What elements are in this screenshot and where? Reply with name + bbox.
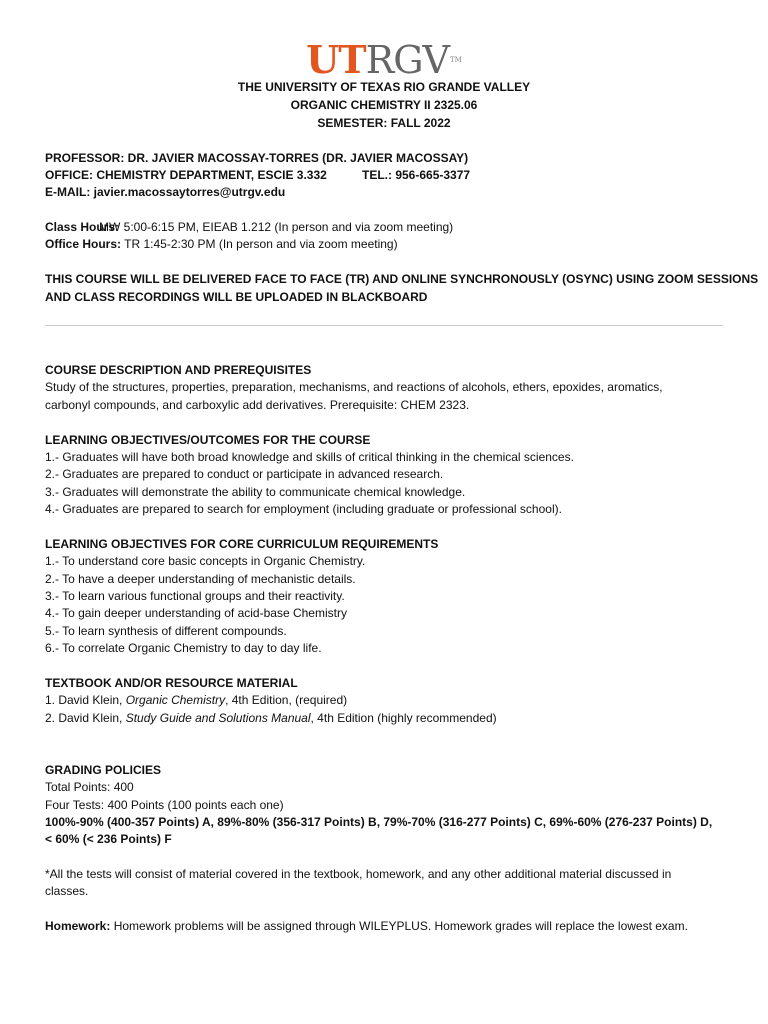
- grading-heading: GRADING POLICIES: [45, 763, 162, 777]
- outcomes-heading: LEARNING OBJECTIVES/OUTCOMES FOR THE COURSE: [45, 433, 371, 447]
- outcome-item: 4.- Graduates are prepared to search for employment (including graduate or professional school).: [45, 502, 562, 516]
- grading-tests: Four Tests: 400 Points (100 points each one): [45, 798, 284, 812]
- outcome-item: 1.- Graduates will have both broad knowledge and skills of critical thinking in the chemical sciences.: [45, 450, 574, 464]
- homework-label: Homework:: [45, 919, 111, 933]
- professor-line: PROFESSOR: DR. JAVIER MACOSSAY-TORRES (DR. JAVIER MACOSSAY): [45, 151, 469, 165]
- grading-scale-line1: 100%-90% (400-357 Points) A, 89%-80% (356-317 Points) B, 79%-70% (316-277 Points) C, 69%-60% (276-237 Points) D,: [45, 815, 713, 829]
- class-hours-label: Class Hours:: [45, 220, 120, 234]
- office-line: OFFICE: CHEMISTRY DEPARTMENT, ESCIE 3.332: [45, 168, 327, 182]
- tests-note-line2: classes.: [45, 884, 89, 898]
- outcome-item: 3.- Graduates will demonstrate the ability to communicate chemical knowledge.: [45, 485, 466, 499]
- book2-author: 2. David Klein,: [45, 711, 126, 725]
- grading-total: Total Points: 400: [45, 780, 134, 794]
- phone-line: TEL.: 956-665-3377: [362, 168, 471, 182]
- description-line1: Study of the structures, properties, preparation, mechanisms, and reactions of alcohols, ethers, epoxides, aromatics,: [45, 380, 663, 394]
- class-hours-value: MW 5:00-6:15 PM, EIEAB 1.212 (In person and via zoom meeting): [99, 220, 454, 234]
- class-hours-line: [45, 220, 453, 234]
- tests-note-line1: *All the tests will consist of material covered in the textbook, homework, and any other additional material discussed in: [45, 867, 672, 881]
- delivery-note-line1: THIS COURSE WILL BE DELIVERED FACE TO FACE (TR) AND ONLINE SYNCHRONOUSLY (OSYNC) USING ZOOM SESSIONS: [45, 272, 759, 286]
- logo-rgv: RGV: [365, 38, 449, 82]
- utrgv-logo: [0, 37, 768, 82]
- description-line2: carbonyl compounds, and carboxylic add derivatives. Prerequisite: CHEM 2323.: [45, 398, 470, 412]
- core-item: 4.- To gain deeper understanding of acid-base Chemistry: [45, 606, 347, 620]
- core-heading: LEARNING OBJECTIVES FOR CORE CURRICULUM REQUIREMENTS: [45, 537, 439, 551]
- office-hours-line: [45, 237, 398, 251]
- office-hours-value: TR 1:45-2:30 PM (In person and via zoom meeting): [124, 237, 398, 251]
- section-divider: [45, 325, 723, 326]
- book1-title: Organic Chemistry: [125, 693, 226, 707]
- semester-title: SEMESTER: FALL 2022: [317, 116, 451, 130]
- core-item: 3.- To learn various functional groups and their reactivity.: [45, 589, 345, 603]
- textbook-heading: TEXTBOOK AND/OR RESOURCE MATERIAL: [45, 676, 298, 690]
- core-item: 2.- To have a deeper understanding of mechanistic details.: [45, 572, 356, 586]
- core-item: 1.- To understand core basic concepts in Organic Chemistry.: [45, 554, 366, 568]
- outcome-item: 2.- Graduates are prepared to conduct or participate in advanced research.: [45, 467, 444, 481]
- homework-line: [45, 919, 688, 933]
- course-title: ORGANIC CHEMISTRY II 2325.06: [290, 98, 478, 112]
- office-hours-label: Office Hours:: [45, 237, 122, 251]
- core-item: 6.- To correlate Organic Chemistry to day to day life.: [45, 641, 322, 655]
- grading-scale-line2: < 60% (< 236 Points) F: [45, 832, 172, 846]
- email-line: E-MAIL: javier.macossaytorres@utrgv.edu: [45, 185, 286, 199]
- logo-ut: UT: [306, 37, 366, 82]
- core-item: 5.- To learn synthesis of different compounds.: [45, 624, 287, 638]
- description-heading: COURSE DESCRIPTION AND PREREQUISITES: [45, 363, 312, 377]
- book1-author: 1. David Klein,: [45, 693, 126, 707]
- delivery-note-line2: AND CLASS RECORDINGS WILL BE UPLOADED IN BLACKBOARD: [45, 290, 428, 304]
- book2-title: Study Guide and Solutions Manual: [125, 711, 311, 725]
- book2-edition: , 4th Edition (highly recommended): [310, 711, 497, 725]
- logo-trademark: TM: [450, 56, 462, 64]
- textbook-item-2: [45, 711, 497, 725]
- book1-edition: , 4th Edition, (required): [225, 693, 348, 707]
- homework-text: Homework problems will be assigned through WILEYPLUS. Homework grades will replace the lowest exam.: [113, 919, 688, 933]
- textbook-item-1: [45, 693, 347, 707]
- university-title: THE UNIVERSITY OF TEXAS RIO GRANDE VALLEY: [237, 80, 531, 94]
